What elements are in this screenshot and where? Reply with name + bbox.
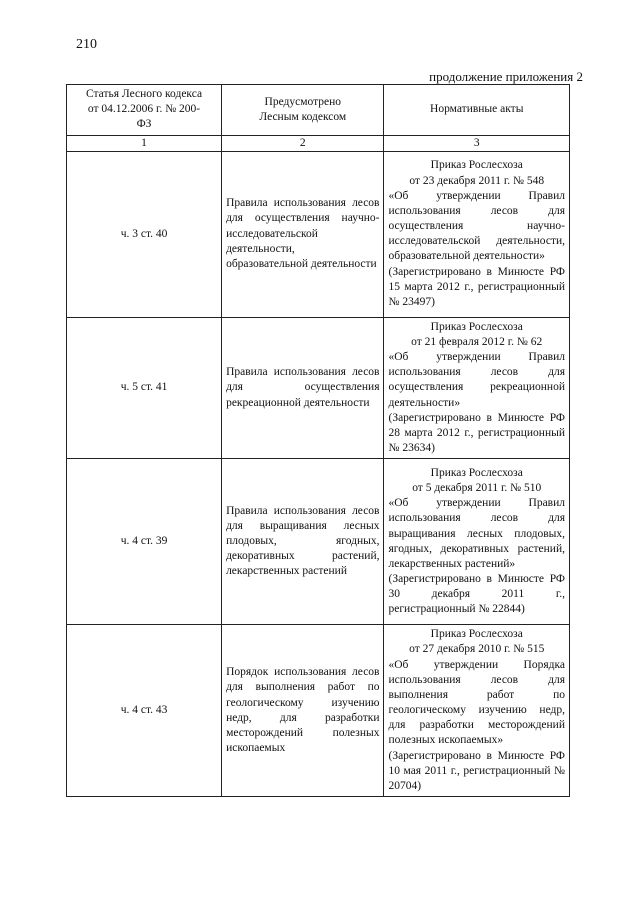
table-row [67,317,570,459]
article-cell: ч. 4 ст. 39 [67,459,222,625]
act-registration: (Зарегистрировано в Минюсте РФ 30 декабря 2011 г., регистрационный № 22844) [388,573,565,616]
act-issuer: Приказ Рослесхоза [430,466,523,479]
act-registration: (Зарегистрировано в Минюсте РФ 10 мая 2011 г., регистрационный № 20704) [388,749,565,792]
act-date-number: от 21 февраля 2012 г. № 62 [411,335,543,348]
act-registration: (Зарегистрировано в Минюсте РФ 15 марта 2012 г., регистрационный № 23497) [388,265,565,308]
provision-cell: Порядок использования лесов для выполнения работ по геологическому изучению недр, для разработки месторождений полезных ископаемых [222,625,384,797]
table-row [67,459,570,625]
header-acts-line: Нормативные акты [430,103,524,116]
header-normative-acts [384,85,570,136]
act-title: «Об утверждении Правил использования лесов для осуществления рекреационной деятельности» [388,351,565,409]
act-date-number: от 5 декабря 2011 г. № 510 [412,482,542,495]
column-number: 3 [384,135,570,151]
continuation-label: продолжение приложения 2 [429,69,583,84]
column-number-row [67,135,570,151]
table-header-row [67,85,570,136]
header-provision-line: Предусмотрено [264,95,342,108]
table-row [67,151,570,317]
normative-acts-table [66,84,570,797]
article-cell: ч. 3 ст. 40 [67,151,222,317]
article-cell: ч. 5 ст. 41 [67,317,222,459]
act-title: «Об утверждении Порядка использования лесов для выполнения работ по геологическому изучению недр, для разработки месторождений полезных ископаемых» [388,658,565,747]
provision-cell: Правила использования лесов для осуществления рекреационной деятельности [222,317,384,459]
act-cell [384,151,570,317]
page-number: 210 [76,37,97,52]
act-registration: (Зарегистрировано в Минюсте РФ 28 марта 2012 г., регистрационный № 23634) [388,411,565,455]
provision-cell: Правила использования лесов для осуществления научно-исследовательской деятельности, образовательной деятельности [222,151,384,317]
table-row [67,625,570,797]
act-issuer: Приказ Рослесхоза [430,159,523,172]
act-cell [384,317,570,459]
act-issuer: Приказ Рослесхоза [430,628,523,641]
act-title: «Об утверждении Правил использования лесов для выращивания лесных плодовых, ягодных, декоративных растений, лекарственных растений» [388,497,565,570]
act-date-number: от 27 декабря 2010 г. № 515 [409,643,545,656]
column-number: 2 [222,135,384,151]
act-cell [384,459,570,625]
header-provision [222,85,384,136]
header-article-line: от 04.12.2006 г. № 200- [87,103,201,116]
header-article-line: Статья Лесного кодекса [85,88,203,100]
header-provision-line: Лесным кодексом [259,110,347,123]
provision-cell: Правила использования лесов для выращивания лесных плодовых, ягодных, декоративных растений, лекарственных растений [222,459,384,625]
act-date-number: от 23 декабря 2011 г. № 548 [409,174,545,187]
header-article-line: ФЗ [136,118,152,131]
header-article [67,85,222,136]
column-number: 1 [67,135,222,151]
act-title: «Об утверждении Правил использования лесов для осуществления научно-исследовательской деятельности, образовательной деятельности» [388,189,565,263]
act-cell [384,625,570,797]
article-cell: ч. 4 ст. 43 [67,625,222,797]
act-issuer: Приказ Рослесхоза [430,320,523,333]
